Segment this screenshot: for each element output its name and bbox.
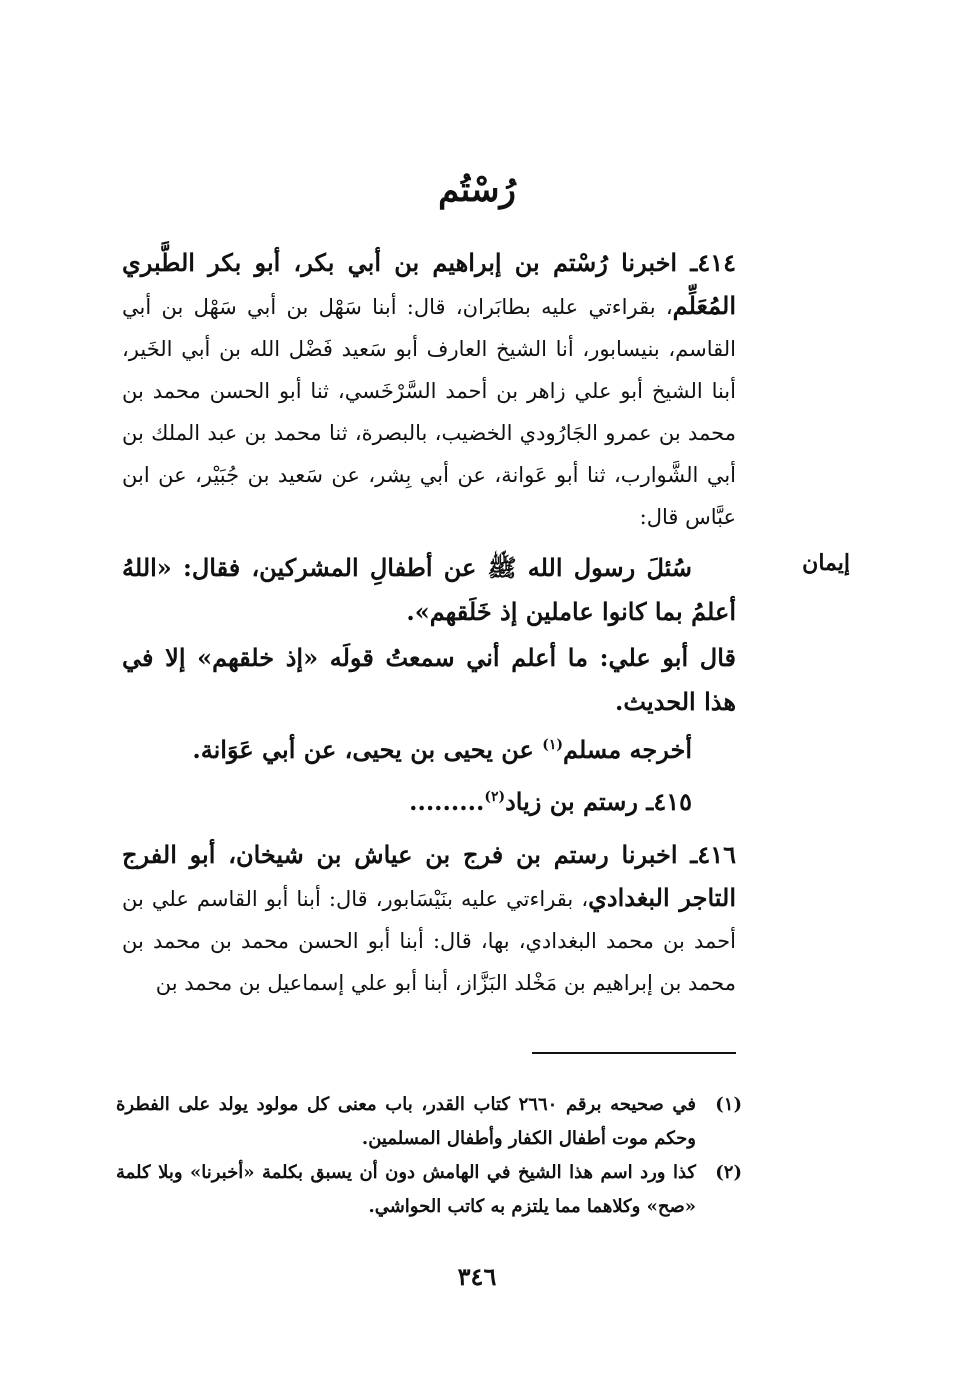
footnote-separator: [532, 1052, 736, 1054]
entry-414-isnad: [122, 242, 736, 538]
entry-415-block: [122, 780, 736, 824]
entry-414-comment-block: [122, 636, 736, 724]
margin-label: إيمان: [802, 550, 850, 576]
page-number: ٣٤٦: [457, 1262, 497, 1291]
takhrij-before: أخرجه مسلم: [563, 735, 692, 764]
footnote-1-number: (١): [715, 1094, 742, 1115]
footnote-ref-2[interactable]: (٢): [484, 789, 506, 805]
footnote-1: [116, 1088, 742, 1156]
footnote-1-text: في صحيحه برقم ٢٦٦٠ كتاب القدر، باب معنى كل مولود يولد على الفطرة وحكم موت أطفال الكفار وأطفال المسلمين.: [116, 1094, 696, 1149]
entry-415: [122, 780, 736, 824]
footnotes: [116, 1088, 742, 1224]
entry-414-matn: سُئلَ رسول الله ﷺ عن أطفالِ المشركين، فقال: «اللهُ أعلمُ بما كانوا عاملين إذ خَلَقهم».: [122, 553, 736, 626]
entry-414-head: ٤١٤ـ اخبرنا رُسْتم بن إبراهيم بن أبي بكر، أبو بكر الطَّبري المُعَلِّم: [122, 248, 736, 320]
section-heading: رُسْتُم: [438, 170, 516, 210]
entry-415-dots: .........: [409, 787, 485, 816]
takhrij-after: عن يحيى بن يحيى، عن أبي عَوَانة.: [192, 735, 543, 764]
entry-416-head: ٤١٦ـ اخبرنا رستم بن فرج بن عياش بن شيخان، أبو الفرج التاجر البغدادي: [122, 840, 736, 912]
entry-416-paragraph: [122, 834, 736, 1004]
entry-414-takhrij-block: [122, 728, 736, 772]
entry-414-matn-block: [122, 546, 736, 634]
entry-416-chain: ، بقراءتي عليه بنَيْسَابور، قال: أبنا أبو القاسم علي بن أحمد بن محمد البغدادي، بها، قال: أبنا أبو الحسن محمد بن محمد بن محمد بن إبراهيم بن مَخْلد البَزَّاز، أبنا أبو علي إسماعيل بن محمد بن: [122, 887, 736, 995]
entry-414-paragraph: [122, 242, 736, 538]
footnote-2-number: (٢): [715, 1162, 742, 1183]
footnote-ref-1[interactable]: (١): [542, 737, 563, 753]
entry-414-takhrij: [122, 728, 736, 772]
entry-414-comment: قال أبو علي: ما أعلم أني سمعتُ قولَه «إذ خلقهم» إلا في هذا الحديث.: [122, 643, 736, 716]
footnote-2-text: كذا ورد اسم هذا الشيخ في الهامش دون أن يسبق بكلمة «أخبرنا» وبلا كلمة «صح» وكلاهما مما يلتزم به كاتب الحواشي.: [116, 1162, 696, 1217]
entry-415-text: ٤١٥ـ رستم بن زياد: [505, 787, 692, 816]
entry-416-block: [122, 834, 736, 1004]
footnote-2: [116, 1156, 742, 1224]
entry-414-chain: ، بقراءتي عليه بطابَران، قال: أبنا سَهْل بن أبي سَهْل بن أبي القاسم، بنيسابور، أنا الشيخ العارف أبو سَعيد فَضْل الله بن أبي الخَير، أبنا الشيخ أبو علي زاهر بن أحمد السَّرْخَسي، ثنا أبو الحسن محمد بن محمد بن عمرو الجَارُودي الخضيب، بالبصرة، ثنا محمد بن عبد الملك بن أبي الشَّوارب، ثنا أبو عَوانة، عن أبي بِشر، عن سَعيد بن جُبَيْر، عن ابن عبَّاس قال:: [122, 295, 736, 529]
